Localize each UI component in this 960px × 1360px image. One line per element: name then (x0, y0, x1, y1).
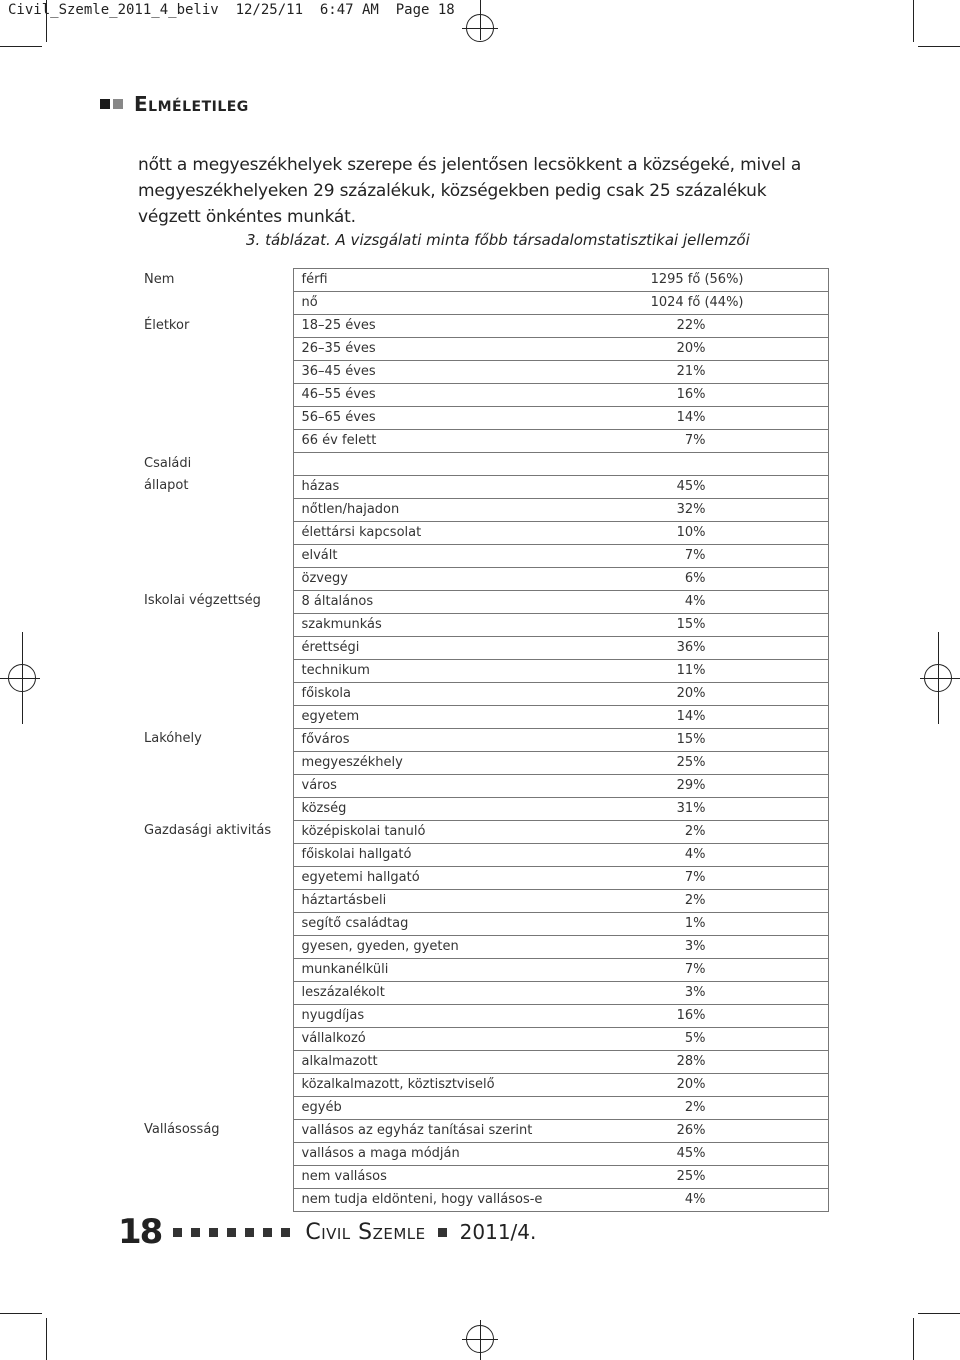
table-row (138, 774, 828, 797)
registration-mark (22, 632, 23, 724)
table-row (138, 636, 828, 659)
item-label-cell: 26–35 éves (293, 338, 556, 361)
crop-mark (0, 1313, 42, 1314)
category-cell (138, 935, 293, 958)
footer-square-icon (209, 1228, 218, 1237)
item-label-cell: férfi (293, 269, 556, 292)
item-label-cell: egyéb (293, 1096, 556, 1119)
item-label-cell: háztartásbeli (293, 889, 556, 912)
category-cell (138, 774, 293, 797)
crop-mark (0, 46, 42, 47)
category-cell (138, 636, 293, 659)
value-cell: 1% (556, 912, 828, 935)
category-cell (138, 613, 293, 636)
item-label-cell: megyeszékhely (293, 751, 556, 774)
value-cell: 14% (556, 407, 828, 430)
table-row (138, 935, 828, 958)
table-row (138, 1119, 828, 1142)
value-cell: 36% (556, 636, 828, 659)
category-cell (138, 292, 293, 315)
table-row (138, 1165, 828, 1188)
value-cell: 4% (556, 590, 828, 613)
item-label-cell: közalkalmazott, köztisztviselő (293, 1073, 556, 1096)
value-cell: 7% (556, 430, 828, 453)
table-row (138, 981, 828, 1004)
value-cell: 7% (556, 958, 828, 981)
stats-table-body (138, 269, 828, 1212)
heading-square-icon (113, 99, 123, 109)
table-row (138, 751, 828, 774)
category-cell: Iskolai végzettség (144, 593, 261, 609)
item-label-cell: érettségi (293, 636, 556, 659)
item-label-cell: munkanélküli (293, 958, 556, 981)
crop-mark (918, 46, 960, 47)
footer-square-icon (227, 1228, 236, 1237)
category-cell (138, 1004, 293, 1027)
value-cell: 25% (556, 1165, 828, 1188)
category-cell (138, 751, 293, 774)
value-cell: 20% (556, 338, 828, 361)
intro-paragraph: nőtt a megyeszékhelyek szerepe és jelentősen lecsökkent a községeké, mivel a megyeszékhelyeken 29 százalékuk, községekben pedig csak 25 százalékuk végzett önkéntes munkát. (138, 155, 802, 227)
value-cell: 2% (556, 889, 828, 912)
table-row (138, 384, 828, 407)
item-label-cell: vállalkozó (293, 1027, 556, 1050)
category-cell (138, 498, 293, 521)
item-label-cell: egyetem (293, 705, 556, 728)
value-cell: 4% (556, 1188, 828, 1211)
value-cell: 7% (556, 866, 828, 889)
value-cell: 7% (556, 544, 828, 567)
value-cell: 16% (556, 1004, 828, 1027)
item-label-cell: középiskolai tanuló (293, 820, 556, 843)
value-cell: 26% (556, 1119, 828, 1142)
footer-square-icon (263, 1228, 272, 1237)
item-label-cell: vallásos a maga módján (293, 1142, 556, 1165)
caption-label: 3. táblázat. (246, 231, 331, 249)
category-cell (138, 958, 293, 981)
category-cell: Nem (144, 271, 175, 287)
category-cell (138, 1096, 293, 1119)
value-cell: 29% (556, 774, 828, 797)
category-cell (138, 361, 293, 384)
table-caption (246, 231, 750, 249)
table-row (138, 269, 828, 292)
value-cell: 25% (556, 751, 828, 774)
table-row (138, 912, 828, 935)
table-row (138, 430, 828, 453)
table-row (138, 659, 828, 682)
crop-mark (913, 0, 914, 42)
table-row (138, 1050, 828, 1073)
category-cell (138, 981, 293, 1004)
category-cell (138, 843, 293, 866)
table-row (138, 797, 828, 820)
value-cell: 6% (556, 567, 828, 590)
item-label-cell: elvált (293, 544, 556, 567)
category-cell: állapot (144, 478, 189, 494)
footer-square-icon (191, 1228, 200, 1237)
category-cell: Gazdasági aktivitás (144, 823, 272, 839)
category-cell (138, 1073, 293, 1096)
item-label-cell: 18–25 éves (293, 315, 556, 338)
table-row (138, 820, 828, 843)
page-footer (118, 1212, 536, 1252)
table-row (138, 1188, 828, 1211)
crop-mark (46, 1318, 47, 1360)
table-row (138, 866, 828, 889)
item-label-cell: 56–65 éves (293, 407, 556, 430)
category-cell (138, 1165, 293, 1188)
item-label-cell: alkalmazott (293, 1050, 556, 1073)
crop-mark (918, 1313, 960, 1314)
issue-number: 2011/4. (459, 1220, 537, 1244)
item-label-cell (293, 453, 556, 476)
stats-table (138, 268, 829, 1212)
value-cell: 16% (556, 384, 828, 407)
item-label-cell: 8 általános (293, 590, 556, 613)
category-cell (138, 912, 293, 935)
value-cell: 2% (556, 820, 828, 843)
category-cell (138, 705, 293, 728)
table-row (138, 843, 828, 866)
category-cell: Családi (144, 455, 192, 471)
footer-square-icon (173, 1228, 182, 1237)
item-label-cell: házas (293, 475, 556, 498)
category-cell (138, 521, 293, 544)
category-cell (138, 1027, 293, 1050)
item-label-cell: technikum (293, 659, 556, 682)
item-label-cell: nyugdíjas (293, 1004, 556, 1027)
section-heading (100, 92, 249, 116)
item-label-cell: főiskola (293, 682, 556, 705)
value-cell: 5% (556, 1027, 828, 1050)
value-cell: 15% (556, 728, 828, 751)
value-cell: 22% (556, 315, 828, 338)
item-label-cell: 66 év felett (293, 430, 556, 453)
value-cell: 20% (556, 682, 828, 705)
table-row (138, 315, 828, 338)
registration-mark (938, 632, 939, 724)
value-cell: 3% (556, 935, 828, 958)
table-row (138, 1004, 828, 1027)
page-number: 18 (118, 1212, 162, 1252)
category-cell (138, 1142, 293, 1165)
item-label-cell: gyesen, gyeden, gyeten (293, 935, 556, 958)
value-cell: 1295 fő (56%) (556, 269, 828, 292)
table-row (138, 338, 828, 361)
table-row (138, 1073, 828, 1096)
table-row (138, 567, 828, 590)
value-cell: 28% (556, 1050, 828, 1073)
registration-mark (462, 28, 498, 29)
item-label-cell: szakmunkás (293, 613, 556, 636)
item-label-cell: élettársi kapcsolat (293, 521, 556, 544)
table-row (138, 728, 828, 751)
journal-title: Civil Szemle (305, 1219, 426, 1245)
item-label-cell: főiskolai hallgató (293, 843, 556, 866)
value-cell: 20% (556, 1073, 828, 1096)
table-row (138, 1096, 828, 1119)
item-label-cell: nő (293, 292, 556, 315)
item-label-cell: nőtlen/hajadon (293, 498, 556, 521)
value-cell: 45% (556, 1142, 828, 1165)
item-label-cell: nem vallásos (293, 1165, 556, 1188)
table-row (138, 682, 828, 705)
table-row (138, 475, 828, 498)
value-cell: 10% (556, 521, 828, 544)
value-cell: 14% (556, 705, 828, 728)
table-row (138, 958, 828, 981)
heading-text: Elméletileg (134, 92, 249, 116)
table-row (138, 407, 828, 430)
category-cell (138, 682, 293, 705)
table-row (138, 1027, 828, 1050)
value-cell: 4% (556, 843, 828, 866)
item-label-cell: nem tudja eldönteni, hogy vallásos-e (293, 1188, 556, 1211)
registration-mark (462, 1339, 498, 1340)
value-cell: 31% (556, 797, 828, 820)
value-cell: 2% (556, 1096, 828, 1119)
category-cell: Vallásosság (144, 1122, 220, 1138)
category-cell (138, 384, 293, 407)
item-label-cell: 36–45 éves (293, 361, 556, 384)
value-cell: 45% (556, 475, 828, 498)
item-label-cell: főváros (293, 728, 556, 751)
heading-square-icon (100, 99, 110, 109)
caption-text: A vizsgálati minta főbb társadalomstatisztikai jellemzői (335, 231, 750, 249)
value-cell (556, 453, 828, 476)
item-label-cell: község (293, 797, 556, 820)
table-row (138, 521, 828, 544)
item-label-cell: vallásos az egyház tanításai szerint (293, 1119, 556, 1142)
print-slug: Civil_Szemle_2011_4_beliv 12/25/11 6:47 AM Page 18 (8, 2, 455, 18)
footer-square-icon (438, 1228, 447, 1237)
value-cell: 32% (556, 498, 828, 521)
value-cell: 1024 fő (44%) (556, 292, 828, 315)
category-cell: Életkor (144, 317, 190, 333)
table-row (138, 1142, 828, 1165)
value-cell: 15% (556, 613, 828, 636)
crop-mark (913, 1318, 914, 1360)
value-cell: 11% (556, 659, 828, 682)
table-row (138, 453, 828, 476)
category-cell (138, 659, 293, 682)
footer-square-icon (245, 1228, 254, 1237)
table-row (138, 292, 828, 315)
item-label-cell: 46–55 éves (293, 384, 556, 407)
table-row (138, 590, 828, 613)
category-cell (138, 338, 293, 361)
category-cell (138, 1188, 293, 1211)
category-cell (138, 1050, 293, 1073)
item-label-cell: város (293, 774, 556, 797)
item-label-cell: egyetemi hallgató (293, 866, 556, 889)
value-cell: 3% (556, 981, 828, 1004)
category-cell (138, 430, 293, 453)
category-cell (138, 797, 293, 820)
table-row (138, 544, 828, 567)
category-cell (138, 544, 293, 567)
category-cell: Lakóhely (144, 731, 202, 747)
category-cell (138, 889, 293, 912)
table-row (138, 498, 828, 521)
category-cell (138, 567, 293, 590)
item-label-cell: segítő családtag (293, 912, 556, 935)
item-label-cell: leszázalékolt (293, 981, 556, 1004)
table-row (138, 889, 828, 912)
category-cell (138, 407, 293, 430)
footer-square-icon (281, 1228, 290, 1237)
category-cell (138, 866, 293, 889)
table-row (138, 361, 828, 384)
table-row (138, 705, 828, 728)
item-label-cell: özvegy (293, 567, 556, 590)
value-cell: 21% (556, 361, 828, 384)
table-row (138, 613, 828, 636)
